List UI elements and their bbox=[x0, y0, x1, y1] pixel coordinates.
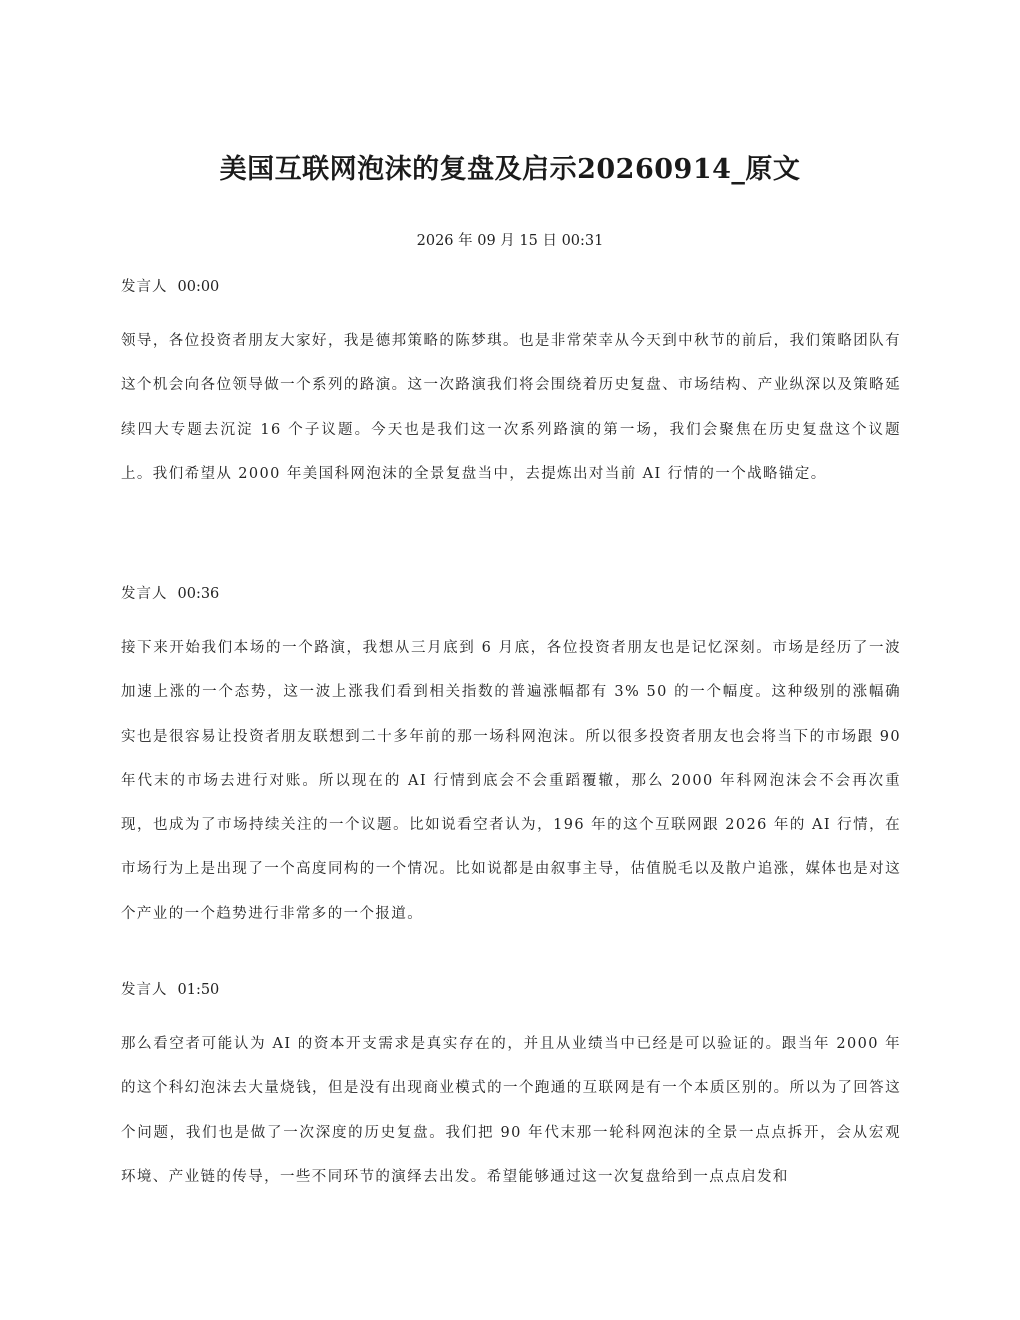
speaker-timestamp: 00:00 bbox=[177, 279, 220, 295]
transcript-section bbox=[121, 582, 901, 936]
transcript-section bbox=[121, 275, 901, 496]
speaker-line bbox=[121, 582, 901, 606]
speaker-timestamp: 00:36 bbox=[177, 586, 220, 602]
document-title: 美国互联网泡沫的复盘及启示20260914_原文 bbox=[219, 154, 801, 185]
transcript-paragraph: 领导，各位投资者朋友大家好，我是德邦策略的陈梦琪。也是非常荣幸从今天到中秋节的前后，我们策略团队有这个机会向各位领导做一个系列的路演。这一次路演我们将会围绕着历史复盘、市场结构、产业纵深以及策略延续四大专题去沉淀 16 个子议题。今天也是我们这一次系列路演的第一场，我们会聚焦在历史复盘这个议题上。我们希望从 2000 年美国科网泡沫的全景复盘当中，去提炼出对当前 AI 行情的一个战略锚定。 bbox=[121, 333, 901, 482]
transcript-paragraph: 那么看空者可能认为 AI 的资本开支需求是真实存在的，并且从业绩当中已经是可以验证的。跟当年 2000 年的这个科幻泡沫去大量烧钱，但是没有出现商业模式的一个跑通的互联网是有一个本质区别的。所以为了回答这个问题，我们也是做了一次深度的历史复盘。我们把 90 年代末那一轮科网泡沫的全景一点点拆开，会从宏观环境、产业链的传导，一些不同环节的演绎去出发。希望能够通过这一次复盘给到一点点启发和 bbox=[121, 1036, 901, 1185]
speaker-timestamp: 01:50 bbox=[177, 982, 220, 998]
speaker-name: 发言人 bbox=[121, 586, 168, 602]
speaker-name: 发言人 bbox=[121, 982, 168, 998]
speaker-name: 发言人 bbox=[121, 279, 168, 295]
transcript-paragraph: 接下来开始我们本场的一个路演，我想从三月底到 6 月底，各位投资者朋友也是记忆深刻。市场是经历了一波加速上涨的一个态势，这一波上涨我们看到相关指数的普遍涨幅都有 3% 50 的一个幅度。这种级别的涨幅确实也是很容易让投资者朋友联想到二十多年前的那一场科网泡沫。所以很多投资者朋友也会将当下的市场跟 90 年代末的市场去进行对账。所以现在的 AI 行情到底会不会重蹈覆辙，那么 2000 年科网泡沫会不会再次重现，也成为了市场持续关注的一个议题。比如说看空者认为，196 年的这个互联网跟 2026 年的 AI 行情，在市场行为上是出现了一个高度同构的一个情况。比如说都是由叙事主导，估值脱毛以及散户追涨，媒体也是对这个产业的一个趋势进行非常多的一个报道。 bbox=[121, 640, 901, 922]
speaker-line bbox=[121, 978, 901, 1002]
transcript-section bbox=[121, 978, 901, 1199]
document-datetime: 2026 年 09 月 15 日 00:31 bbox=[416, 233, 604, 249]
speaker-line bbox=[121, 275, 901, 299]
